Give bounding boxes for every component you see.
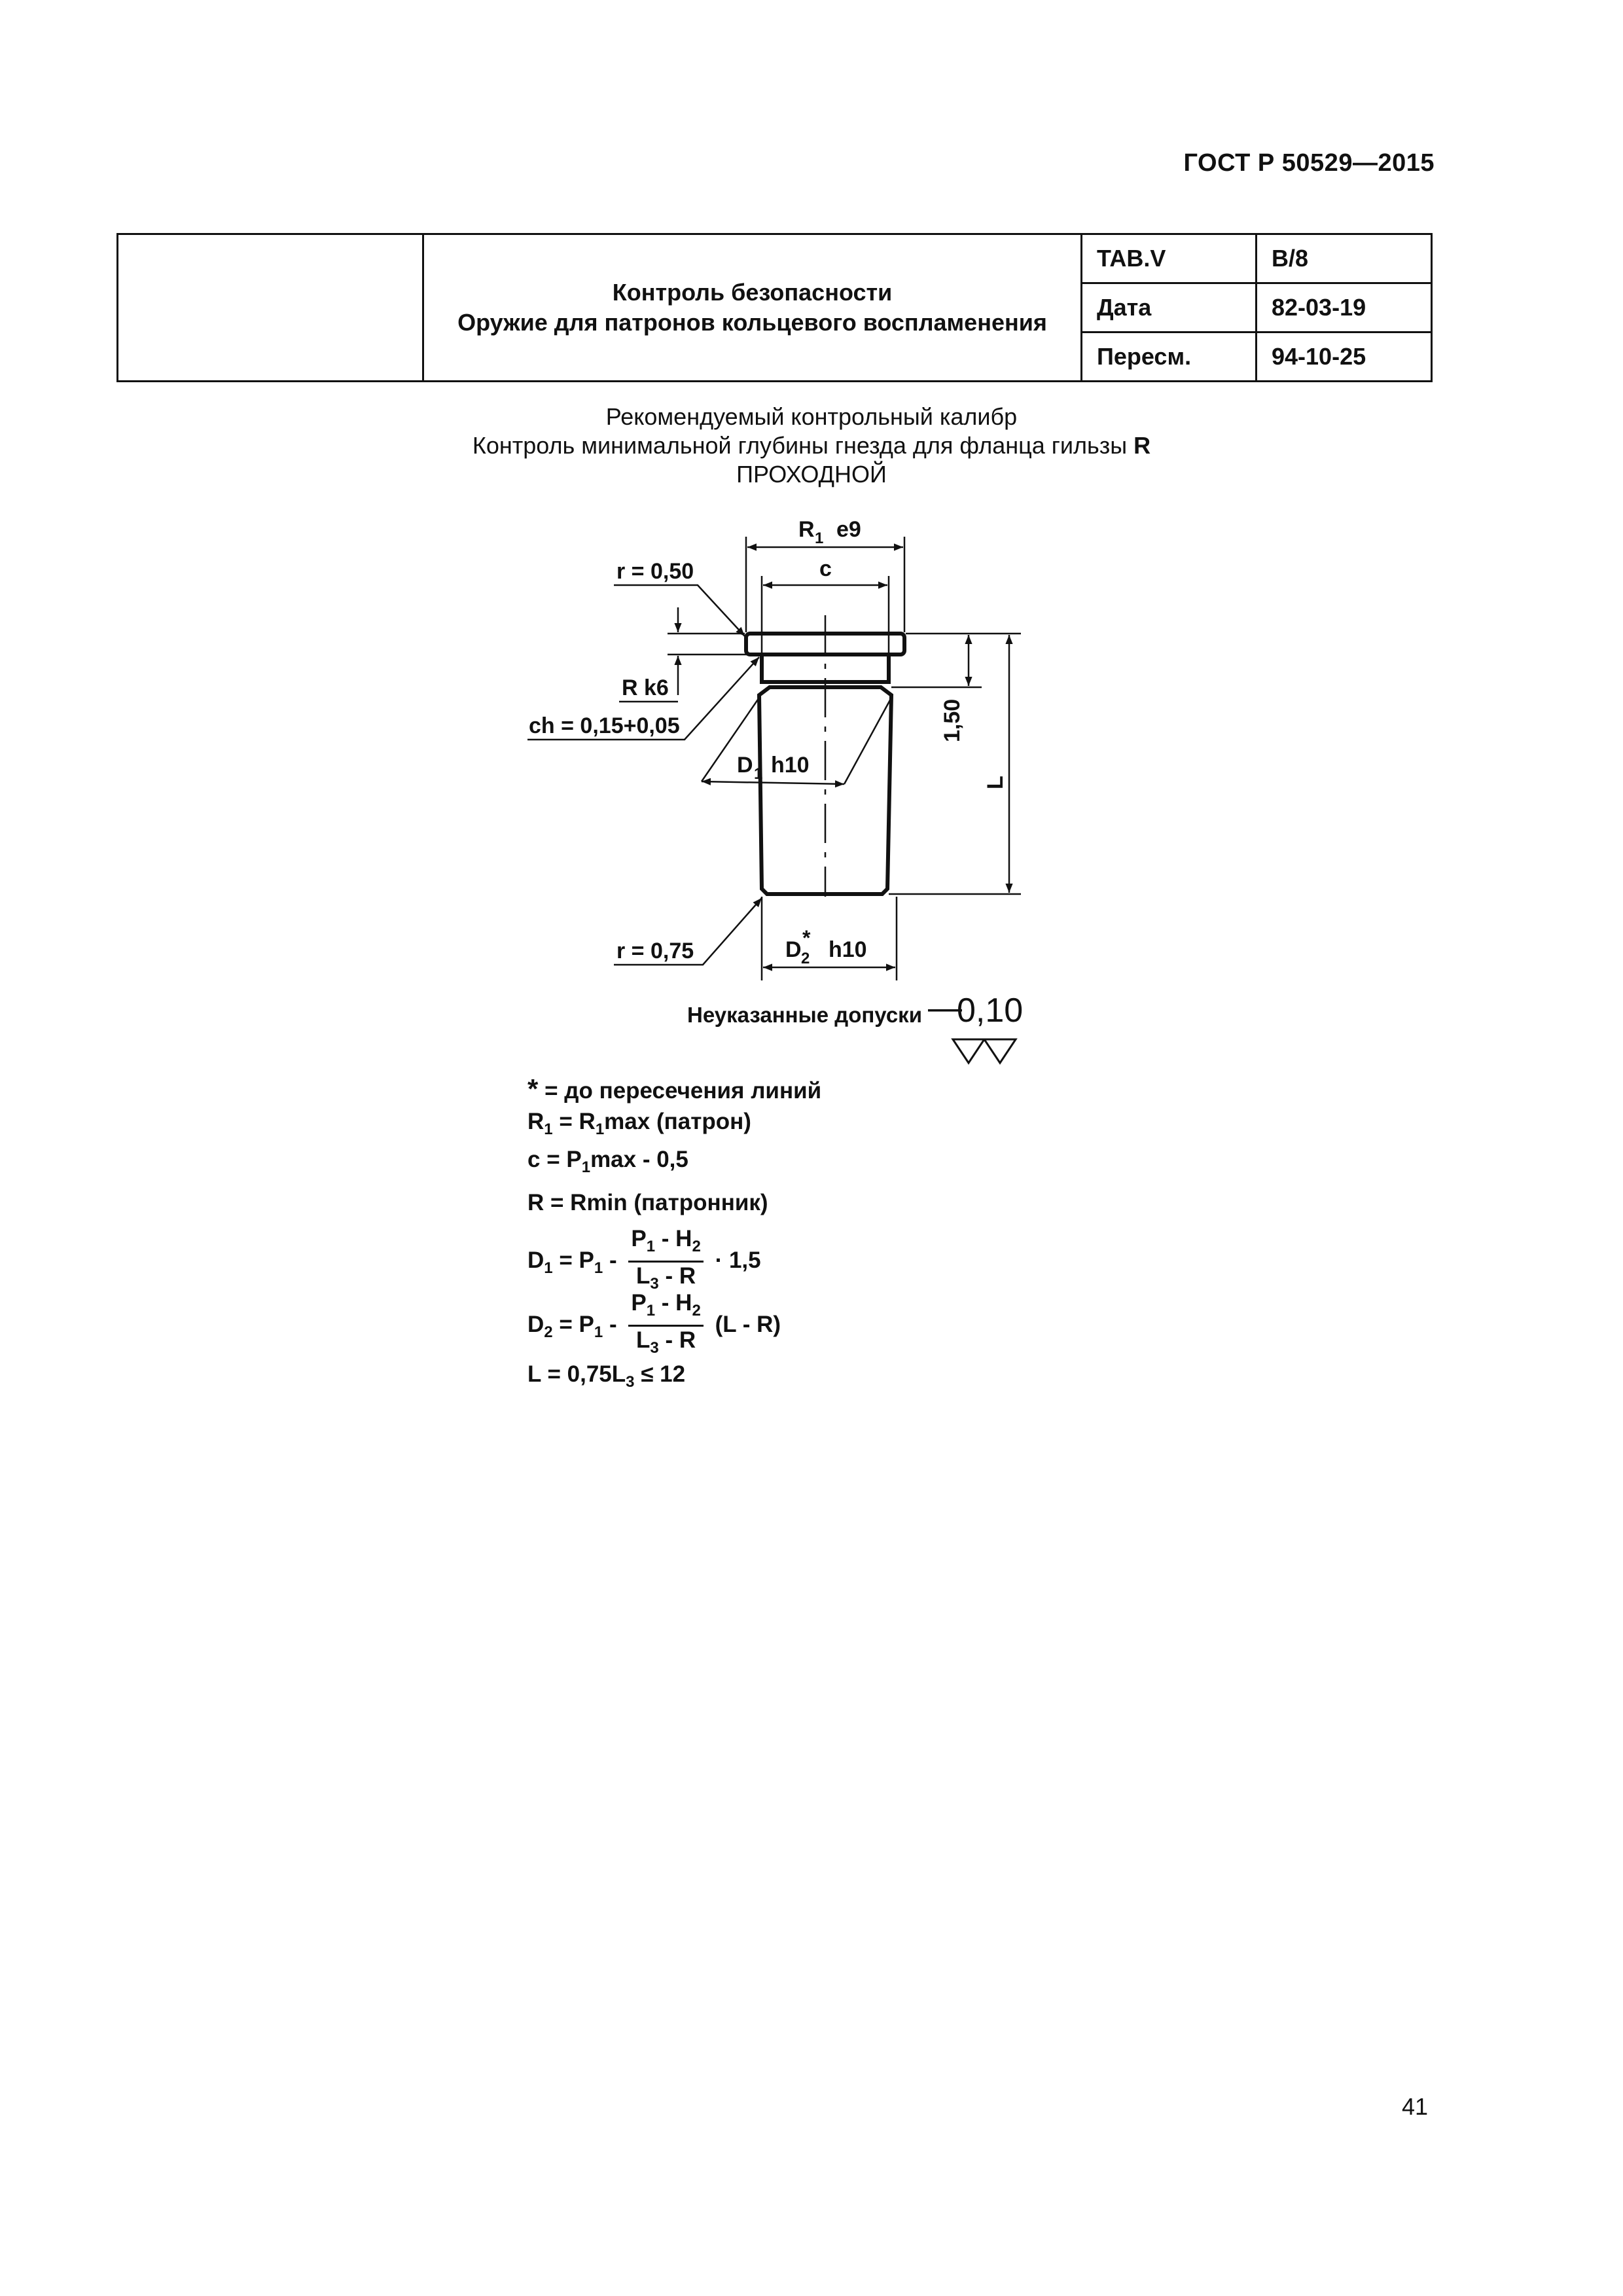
label-r050: r = 0,50 <box>616 559 694 584</box>
caption-line3: ПРОХОДНОЙ <box>736 461 887 488</box>
label-r1-sub: 1 <box>815 529 824 547</box>
label-d2-star: * <box>802 926 811 950</box>
tolerance-label: Неуказанные допуски <box>687 1003 922 1027</box>
label-150: 1,50 <box>940 698 965 742</box>
d1-dimension-line <box>702 781 844 784</box>
d2-tail: (L - R) <box>715 1311 781 1337</box>
d1-a: D <box>527 1247 544 1273</box>
d1-minus: - <box>603 1247 617 1273</box>
caption-line2-bold: R <box>1133 432 1151 459</box>
d2-a: D <box>527 1311 544 1337</box>
d1-p-sub: 1 <box>594 1259 603 1277</box>
label-d2-sub: 2 <box>801 950 810 967</box>
label-rk6: R k6 <box>622 675 669 700</box>
r050-leader <box>614 585 745 636</box>
note-star <box>527 1073 821 1105</box>
c-sub: 1 <box>581 1158 591 1176</box>
surface-finish-icon <box>950 1037 1022 1068</box>
gauge-drawing <box>0 497 1623 995</box>
d1-tail: · 1,5 <box>715 1247 761 1273</box>
d1-numerator: $P_1 - H_2$ <box>628 1225 703 1263</box>
d2-sub: 2 <box>544 1323 553 1341</box>
l-tail: ≤ 12 <box>634 1361 686 1387</box>
d2-fraction <box>628 1289 703 1362</box>
meta-value: B/8 <box>1257 234 1432 283</box>
r1-a-sub: 1 <box>544 1121 553 1138</box>
star-text: = до пересечения линий <box>538 1078 822 1103</box>
d1-sub: 1 <box>544 1259 553 1277</box>
c-a: c = P <box>527 1147 582 1172</box>
note-c <box>527 1147 688 1177</box>
meta-value: 94-10-25 <box>1257 332 1432 382</box>
note-r1 <box>527 1109 751 1139</box>
d2-denominator: $L_3$ - R <box>636 1327 696 1357</box>
l-a: L = 0,75L <box>527 1361 626 1387</box>
header-table <box>116 233 1433 382</box>
header-title-line2: Оружие для патронов кольцевого воспламенения <box>457 309 1047 336</box>
r1-b-sub: 1 <box>595 1121 605 1138</box>
d2-p-sub: 1 <box>594 1323 603 1341</box>
tolerance-value: 0,10 <box>957 992 1024 1030</box>
label-d1-suffix: h10 <box>771 753 810 778</box>
meta-key: Пересм. <box>1082 332 1257 382</box>
d2-eq: = P <box>552 1311 594 1337</box>
d2-minus: - <box>603 1311 617 1337</box>
star-symbol: * <box>527 1073 539 1104</box>
standard-number: ГОСТ Р 50529—2015 <box>1183 149 1435 177</box>
caption-line2 <box>131 432 1492 459</box>
note-l <box>527 1361 685 1391</box>
r1-mid: = R <box>552 1109 596 1134</box>
note-d2 <box>527 1289 781 1362</box>
d1-eq: = P <box>552 1247 594 1273</box>
label-r1-suffix: e9 <box>836 517 861 542</box>
meta-key: Дата <box>1082 283 1257 332</box>
header-title-line1: Контроль безопасности <box>612 279 893 306</box>
label-d2-suffix: h10 <box>829 937 867 962</box>
note-d1 <box>527 1225 761 1298</box>
label-ch: ch = 0,15+0,05 <box>529 713 680 738</box>
label-l: L <box>983 776 1008 789</box>
d1-fraction <box>628 1225 703 1298</box>
note-r: R = Rmin (патронник) <box>527 1190 768 1215</box>
label-d1-sub: 1 <box>754 765 763 783</box>
label-c: c <box>819 556 832 581</box>
meta-value: 82-03-19 <box>1257 283 1432 332</box>
r1-a: R <box>527 1109 544 1134</box>
c-tail: max - 0,5 <box>590 1147 688 1172</box>
header-empty-cell <box>118 234 423 382</box>
l-sub: 3 <box>626 1373 635 1391</box>
caption-line1: Рекомендуемый контрольный калибр <box>605 403 1018 430</box>
r1-tail: max (патрон) <box>604 1109 751 1134</box>
page-number: 41 <box>1402 2093 1429 2120</box>
caption-line2-text: Контроль минимальной глубины гнезда для фланца гильзы <box>472 432 1128 459</box>
label-r1-base: R <box>798 517 815 542</box>
d1-denominator: $L_3$ - R <box>636 1263 696 1293</box>
label-d1-base: D <box>737 753 753 778</box>
label-d2-base: D <box>785 937 802 962</box>
tolerance-dash: — <box>928 989 962 1027</box>
header-title-cell <box>423 234 1082 382</box>
meta-key: TAB.V <box>1082 234 1257 283</box>
label-r075: r = 0,75 <box>616 939 694 963</box>
d2-numerator: $P_1 - H_2$ <box>628 1289 703 1327</box>
